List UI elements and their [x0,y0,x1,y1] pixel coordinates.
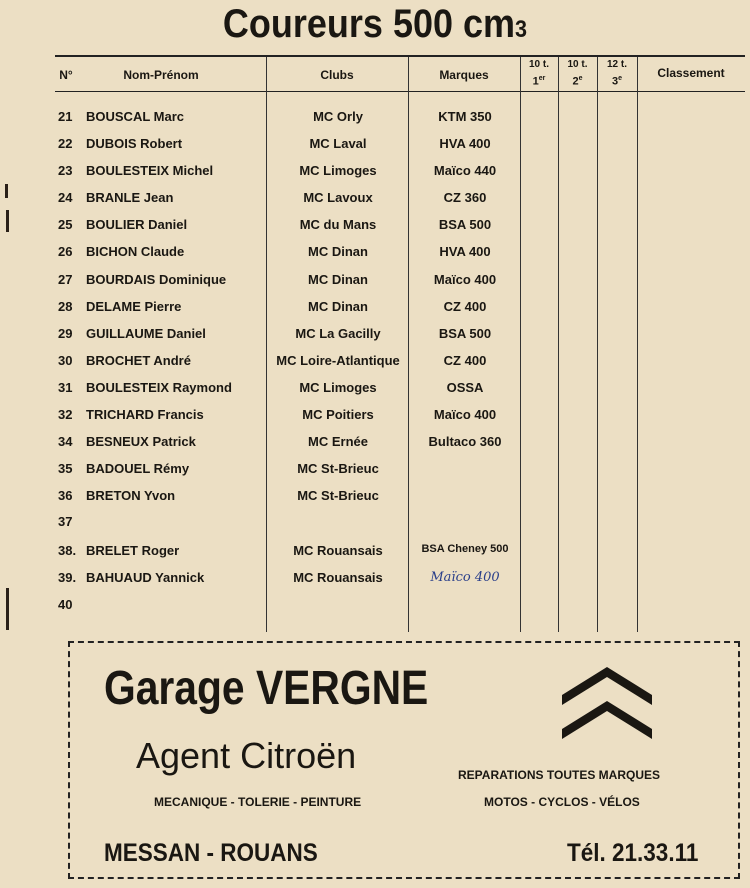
rider-name: BADOUEL Rémy [86,461,190,476]
table-top-rule [55,55,745,57]
rider-name: BRELET Roger [86,543,180,558]
ad-services: MECANIQUE - TOLERIE - PEINTURE [154,795,362,809]
rider-name: BOULIER Daniel [86,217,188,232]
rider-club: MC La Gacilly [295,326,381,341]
ad-city: MESSAN - ROUANS [104,839,318,867]
rider-number: 32 [58,407,73,422]
rider-number: 35 [58,461,73,476]
rider-name: BOURDAIS Dominique [86,272,227,287]
rider-brand: KTM 350 [438,109,492,124]
table-row [0,326,750,353]
rider-club: MC du Mans [299,217,377,232]
header-ranking: Classement [657,66,725,80]
table-row [0,461,750,488]
header-heat-1: 10 t. 1er [528,59,549,88]
rider-brand: CZ 400 [443,299,487,314]
rider-club: MC Rouansais [293,570,383,585]
header-club: Clubs [320,68,354,82]
rider-number: 24 [58,190,73,205]
rider-number: 26 [58,244,73,259]
rider-club: MC Dinan [308,272,368,287]
margin-mark [6,588,9,630]
rider-club: MC Orly [313,109,363,124]
rider-number: 29 [58,326,73,341]
rider-club: MC Rouansais [293,543,383,558]
rider-number: 22 [58,136,73,151]
rider-brand: Maïco 400 [433,407,497,422]
rider-brand: Maïco 400 [430,570,500,585]
rider-club: MC Lavoux [303,190,373,205]
rider-club: MC Dinan [308,299,368,314]
header-num: N° [59,68,73,82]
rider-number: 28 [58,299,73,314]
table-row [0,244,750,271]
table-row [0,353,750,380]
table-row [0,190,750,217]
table-row [0,570,750,597]
rider-name: BOULESTEIX Michel [86,163,214,178]
rider-brand: CZ 400 [443,353,487,368]
header-heat-2: 10 t. 2e [567,59,588,88]
rider-name: BROCHET André [86,353,191,368]
rider-brand: Maïco 400 [433,272,497,287]
rider-name: BESNEUX Patrick [86,434,196,449]
ad-phone: Tél. 21.33.11 [567,839,699,867]
rider-club: MC Poitiers [302,407,374,422]
table-row [0,163,750,190]
ad-agent: Agent Citroën [136,735,357,776]
ad-title: Garage VERGNE [104,662,429,715]
rider-number: 25 [58,217,73,232]
rider-number: 39. [58,570,77,585]
header-heat-3: 12 t. 3e [606,59,627,88]
rider-brand: CZ 360 [443,190,487,205]
table-row [0,299,750,326]
rider-club: MC Limoges [299,163,377,178]
table-row [0,514,750,541]
margin-mark [6,210,9,232]
table-row [0,217,750,244]
margin-mark [5,184,8,198]
garage-advertisement [68,641,740,879]
rider-name: DUBOIS Robert [86,136,183,151]
ad-repairs: REPARATIONS TOUTES MARQUES [458,768,661,782]
rider-brand: BSA 500 [438,326,492,341]
table-row [0,272,750,299]
rider-number: 40 [58,597,73,612]
header-name: Nom-Prénom [123,68,199,82]
rider-name: DELAME Pierre [86,299,182,314]
table-row [0,136,750,163]
table-row [0,543,750,570]
rider-number: 27 [58,272,73,287]
rider-name: BRETON Yvon [86,488,176,503]
ad-vehicles: MOTOS - CYCLOS - VÉLOS [484,795,640,809]
rider-brand: BSA Cheney 500 [421,543,509,555]
rider-number: 38. [58,543,77,558]
rider-name: BOULESTEIX Raymond [86,380,232,395]
rider-number: 30 [58,353,73,368]
rider-brand: Bultaco 360 [428,434,502,449]
rider-number: 23 [58,163,73,178]
rider-club: MC Laval [309,136,367,151]
rider-club: MC Loire-Atlantique [276,353,400,368]
table-row [0,597,750,624]
rider-club: MC Ernée [308,434,368,449]
citroen-chevrons-icon [560,665,654,745]
rider-club: MC St-Brieuc [297,488,379,503]
rider-number: 31 [58,380,73,395]
header-bottom-rule [55,91,745,92]
rider-club: MC St-Brieuc [297,461,379,476]
table-row [0,488,750,515]
rider-brand: BSA 500 [438,217,492,232]
table-row [0,380,750,407]
rider-name: BRANLE Jean [86,190,174,205]
table-row [0,434,750,461]
rider-name: GUILLAUME Daniel [86,326,206,341]
rider-name: TRICHARD Francis [86,407,204,422]
rider-number: 21 [58,109,73,124]
rider-brand: HVA 400 [439,244,491,259]
table-row [0,109,750,136]
table-row [0,407,750,434]
rider-brand: HVA 400 [439,136,491,151]
page-title: Coureurs 500 cm3 [222,2,528,46]
rider-number: 34 [58,434,73,449]
rider-number: 37 [58,514,73,529]
rider-name: BAHUAUD Yannick [86,570,205,585]
rider-brand: Maïco 440 [433,163,497,178]
rider-club: MC Dinan [308,244,368,259]
rider-name: BOUSCAL Marc [86,109,185,124]
rider-name: BICHON Claude [86,244,185,259]
rider-brand: OSSA [446,380,484,395]
rider-club: MC Limoges [299,380,377,395]
header-brand: Marques [439,68,489,82]
rider-number: 36 [58,488,73,503]
